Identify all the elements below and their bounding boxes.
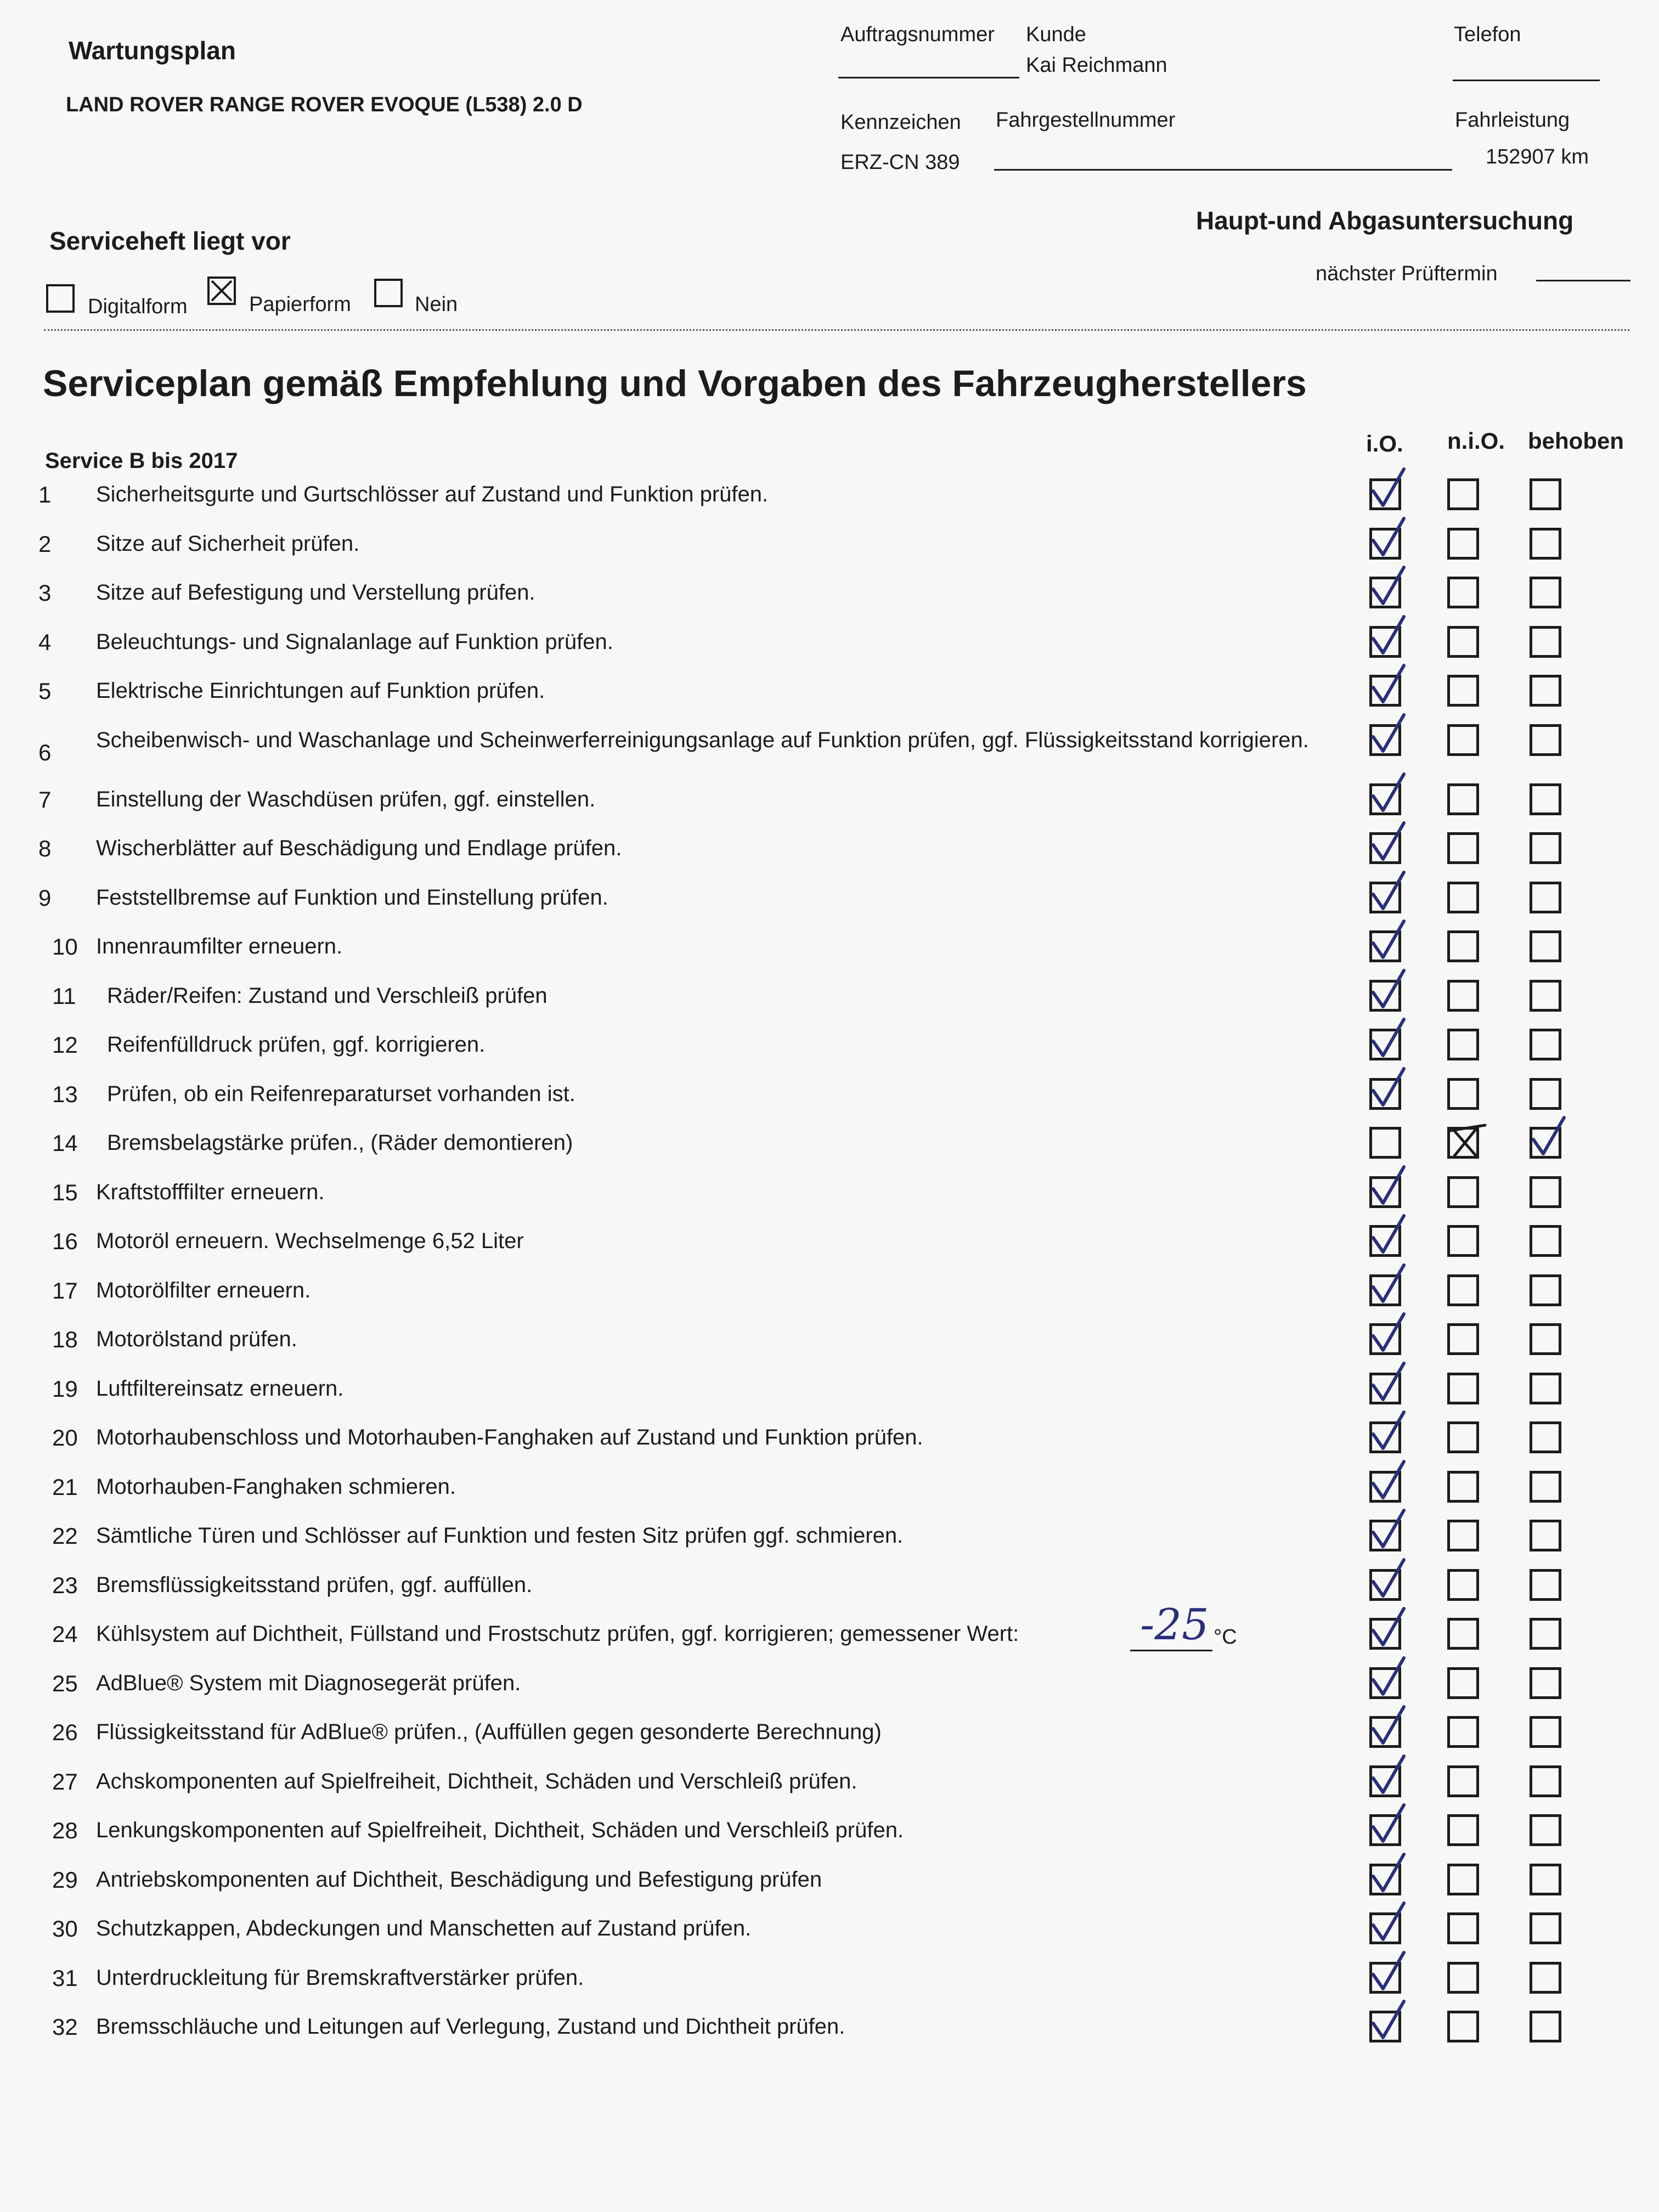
checklist-row bbox=[0, 1660, 1659, 1709]
phone-label: Telefon bbox=[1454, 23, 1521, 46]
fixed-checkbox[interactable] bbox=[1530, 528, 1561, 560]
inspection-title: Haupt-und Abgasuntersuchung bbox=[1196, 206, 1574, 235]
fixed-checkbox[interactable] bbox=[1530, 675, 1561, 707]
fixed-checkbox[interactable] bbox=[1530, 1127, 1561, 1159]
io-checkbox[interactable] bbox=[1369, 1716, 1401, 1748]
item-text: Antriebskomponenten auf Dichtheit, Beschädigung und Befestigung prüfen bbox=[96, 1867, 822, 1892]
item-text: Schutzkappen, Abdeckungen und Manschetten auf Zustand prüfen. bbox=[96, 1916, 752, 1940]
checklist-row bbox=[0, 1463, 1659, 1513]
none-checkbox[interactable] bbox=[374, 279, 403, 307]
check-mark-icon bbox=[1363, 710, 1413, 760]
check-mark-icon bbox=[1363, 1457, 1413, 1506]
checklist-row bbox=[0, 1217, 1659, 1267]
item-number: 9 bbox=[38, 884, 52, 911]
nio-checkbox[interactable] bbox=[1447, 1962, 1479, 1994]
io-checkbox[interactable] bbox=[1369, 1373, 1401, 1404]
document-title: Wartungsplan bbox=[69, 36, 236, 65]
check-mark-icon bbox=[1363, 514, 1413, 563]
nio-checkbox[interactable] bbox=[1447, 1716, 1479, 1748]
nio-checkbox[interactable] bbox=[1447, 1618, 1479, 1650]
fixed-checkbox[interactable] bbox=[1530, 1078, 1561, 1110]
item-number: 6 bbox=[38, 739, 52, 765]
item-text: Innenraumfilter erneuern. bbox=[96, 934, 343, 958]
item-number: 1 bbox=[38, 482, 52, 507]
fixed-checkbox[interactable] bbox=[1530, 1765, 1561, 1797]
io-checkbox[interactable] bbox=[1369, 1520, 1401, 1551]
io-checkbox[interactable] bbox=[1369, 1323, 1401, 1355]
check-mark-icon bbox=[1363, 1654, 1413, 1703]
io-checkbox[interactable] bbox=[1369, 1765, 1401, 1797]
fixed-checkbox[interactable] bbox=[1530, 1176, 1561, 1208]
check-mark-icon bbox=[1523, 1113, 1573, 1163]
next-inspection-label: nächster Prüftermin bbox=[1316, 262, 1498, 285]
item-text: Lenkungskomponenten auf Spielfreiheit, Dichtheit, Schäden und Verschleiß prüfen. bbox=[96, 1818, 904, 1842]
item-number: 26 bbox=[52, 1719, 78, 1745]
item-number: 30 bbox=[52, 1916, 78, 1942]
checklist-row bbox=[0, 618, 1659, 668]
nio-checkbox[interactable] bbox=[1447, 1078, 1479, 1110]
check-mark-icon bbox=[1363, 819, 1413, 868]
checklist-row bbox=[0, 1512, 1659, 1561]
check-mark-icon bbox=[1363, 1310, 1413, 1359]
item-number: 13 bbox=[52, 1081, 78, 1107]
check-mark-icon bbox=[1363, 1555, 1413, 1605]
item-text: Motorölstand prüfen. bbox=[96, 1327, 297, 1351]
check-mark-icon bbox=[1363, 1015, 1413, 1064]
item-text: Motoröl erneuern. Wechselmenge 6,52 Liter bbox=[96, 1229, 524, 1253]
item-text: Luftfiltereinsatz erneuern. bbox=[96, 1376, 344, 1401]
fixed-checkbox[interactable] bbox=[1530, 1373, 1561, 1404]
check-mark-icon bbox=[1363, 1801, 1413, 1850]
io-checkbox[interactable] bbox=[1369, 577, 1401, 608]
io-checkbox[interactable] bbox=[1369, 528, 1401, 560]
nio-checkbox[interactable] bbox=[1447, 724, 1479, 756]
checklist-row bbox=[0, 1414, 1659, 1463]
nio-checkbox[interactable] bbox=[1447, 2011, 1479, 2042]
nio-checkbox[interactable] bbox=[1447, 1520, 1479, 1551]
nio-checkbox[interactable] bbox=[1447, 1274, 1479, 1306]
item-number: 17 bbox=[52, 1277, 78, 1304]
fixed-checkbox[interactable] bbox=[1530, 478, 1561, 510]
io-checkbox[interactable] bbox=[1369, 930, 1401, 962]
checklist-row bbox=[0, 667, 1659, 716]
fixed-checkbox[interactable] bbox=[1530, 930, 1561, 962]
item-text: Reifenfülldruck prüfen, ggf. korrigieren. bbox=[107, 1032, 486, 1057]
checklist-row bbox=[0, 1169, 1659, 1218]
fixed-checkbox[interactable] bbox=[1530, 1471, 1561, 1503]
item-text: Bremsflüssigkeitsstand prüfen, ggf. auffüllen. bbox=[96, 1572, 533, 1597]
checklist-row bbox=[0, 1807, 1659, 1856]
col-nio-header: n.i.O. bbox=[1447, 428, 1505, 454]
nio-checkbox[interactable] bbox=[1447, 783, 1479, 815]
paper-label: Papierform bbox=[249, 293, 351, 316]
service-book-title: Serviceheft liegt vor bbox=[49, 227, 291, 255]
item-text: Prüfen, ob ein Reifenreparaturset vorhanden ist. bbox=[107, 1081, 575, 1106]
check-mark-icon bbox=[1363, 1752, 1413, 1801]
fixed-checkbox[interactable] bbox=[1530, 1618, 1561, 1650]
item-text: Kühlsystem auf Dichtheit, Füllstand und Frostschutz prüfen, ggf. korrigieren; gemessener Wert: bbox=[96, 1622, 1019, 1646]
item-number: 32 bbox=[52, 2014, 78, 2040]
item-number: 16 bbox=[52, 1228, 78, 1254]
item-number: 10 bbox=[52, 934, 78, 960]
plate-label: Kennzeichen bbox=[840, 111, 961, 134]
checklist-row bbox=[0, 2003, 1659, 2052]
io-checkbox[interactable] bbox=[1369, 1569, 1401, 1601]
item-number: 21 bbox=[52, 1474, 78, 1500]
check-mark-icon bbox=[1363, 1163, 1413, 1212]
checklist-row bbox=[0, 1856, 1659, 1905]
item-text: Elektrische Einrichtungen auf Funktion prüfen. bbox=[96, 679, 545, 703]
checklist-row bbox=[0, 776, 1659, 825]
item-text: Einstellung der Waschdüsen prüfen, ggf. einstellen. bbox=[96, 787, 596, 811]
item-text: Bremsbelagstärke prüfen., (Räder demontieren) bbox=[107, 1131, 573, 1155]
item-text: Motorhauben-Fanghaken schmieren. bbox=[96, 1474, 456, 1499]
fixed-checkbox[interactable] bbox=[1530, 1569, 1561, 1601]
nio-checkbox[interactable] bbox=[1447, 478, 1479, 510]
nio-checkbox[interactable] bbox=[1447, 626, 1479, 658]
item-number: 28 bbox=[52, 1818, 78, 1843]
fixed-checkbox[interactable] bbox=[1530, 832, 1561, 864]
nio-checkbox[interactable] bbox=[1447, 1569, 1479, 1601]
checklist-row bbox=[0, 1119, 1659, 1169]
check-mark-icon bbox=[1363, 1261, 1413, 1310]
checklist-row bbox=[0, 1365, 1659, 1414]
nio-checkbox[interactable] bbox=[1447, 675, 1479, 707]
io-checkbox[interactable] bbox=[1369, 882, 1401, 913]
order-number-label: Auftragsnummer bbox=[840, 23, 995, 46]
io-checkbox[interactable] bbox=[1369, 2011, 1401, 2042]
item-number: 20 bbox=[52, 1425, 78, 1451]
io-checkbox[interactable] bbox=[1369, 1912, 1401, 1944]
nio-checkbox[interactable] bbox=[1447, 832, 1479, 864]
nio-checkbox[interactable] bbox=[1447, 577, 1479, 608]
check-mark-icon bbox=[1363, 661, 1413, 710]
checklist-row bbox=[0, 972, 1659, 1022]
io-checkbox[interactable] bbox=[1369, 1421, 1401, 1453]
coolant-value: -25 bbox=[1140, 1600, 1209, 1650]
check-mark-icon bbox=[1363, 868, 1413, 917]
item-text: Wischerblätter auf Beschädigung und Endlage prüfen. bbox=[96, 836, 622, 860]
cross-mark-icon bbox=[1441, 1113, 1491, 1163]
customer-label: Kunde bbox=[1026, 23, 1086, 46]
nio-checkbox[interactable] bbox=[1447, 1864, 1479, 1895]
item-number: 31 bbox=[52, 1965, 78, 1991]
phone-field[interactable] bbox=[1453, 80, 1600, 81]
fixed-checkbox[interactable] bbox=[1530, 1962, 1561, 1994]
check-mark-icon bbox=[1363, 917, 1413, 966]
item-number: 19 bbox=[52, 1375, 78, 1402]
io-checkbox[interactable] bbox=[1369, 1029, 1401, 1060]
nio-checkbox[interactable] bbox=[1447, 1225, 1479, 1257]
io-checkbox[interactable] bbox=[1369, 1225, 1401, 1257]
plan-title: Serviceplan gemäß Empfehlung und Vorgaben des Fahrzeugherstellers bbox=[43, 363, 1307, 404]
io-checkbox[interactable] bbox=[1369, 1078, 1401, 1110]
item-number: 7 bbox=[38, 786, 52, 812]
fixed-checkbox[interactable] bbox=[1530, 1421, 1561, 1453]
item-number: 25 bbox=[52, 1670, 78, 1696]
item-number: 4 bbox=[38, 629, 52, 655]
fixed-checkbox[interactable] bbox=[1530, 2011, 1561, 2042]
nio-checkbox[interactable] bbox=[1447, 1127, 1479, 1159]
io-checkbox[interactable] bbox=[1369, 1471, 1401, 1503]
mileage-value: 152907 km bbox=[1486, 145, 1589, 168]
check-mark-icon bbox=[1363, 1211, 1413, 1261]
check-mark-icon bbox=[1363, 1506, 1413, 1555]
item-text: Beleuchtungs- und Signalanlage auf Funktion prüfen. bbox=[96, 629, 613, 654]
io-checkbox[interactable] bbox=[1369, 478, 1401, 510]
item-text: Räder/Reifen: Zustand und Verschleiß prüfen bbox=[107, 983, 548, 1008]
vehicle-model: LAND ROVER RANGE ROVER EVOQUE (L538) 2.0 D bbox=[66, 93, 583, 116]
fixed-checkbox[interactable] bbox=[1530, 1716, 1561, 1748]
io-checkbox[interactable] bbox=[1369, 1962, 1401, 1994]
check-mark-icon bbox=[1363, 1702, 1413, 1752]
fixed-checkbox[interactable] bbox=[1530, 1323, 1561, 1355]
section-title: Service B bis 2017 bbox=[45, 449, 238, 473]
checklist-row bbox=[0, 923, 1659, 972]
fixed-checkbox[interactable] bbox=[1530, 1667, 1561, 1699]
paper-checkbox[interactable] bbox=[207, 276, 236, 305]
col-io-header: i.O. bbox=[1366, 431, 1403, 456]
nio-checkbox[interactable] bbox=[1447, 528, 1479, 560]
item-number: 8 bbox=[38, 836, 52, 861]
item-text: Kraftstofffilter erneuern. bbox=[96, 1180, 325, 1204]
vin-field[interactable] bbox=[994, 169, 1452, 171]
item-number: 11 bbox=[52, 983, 76, 1009]
item-text: Unterdruckleitung für Bremskraftverstärker prüfen. bbox=[96, 1965, 584, 1990]
fixed-checkbox[interactable] bbox=[1530, 1864, 1561, 1895]
item-number: 23 bbox=[52, 1572, 78, 1598]
item-text: Bremsschläuche und Leitungen auf Verlegung, Zustand und Dichtheit prüfen. bbox=[96, 2015, 845, 2039]
item-number: 22 bbox=[52, 1523, 78, 1549]
nio-checkbox[interactable] bbox=[1447, 1176, 1479, 1208]
fixed-checkbox[interactable] bbox=[1530, 724, 1561, 756]
item-number: 15 bbox=[52, 1179, 78, 1205]
checklist-row bbox=[0, 520, 1659, 569]
checklist-row bbox=[0, 1905, 1659, 1954]
item-text: Motorölfilter erneuern. bbox=[96, 1278, 311, 1302]
nio-checkbox[interactable] bbox=[1447, 1471, 1479, 1503]
customer-name: Kai Reichmann bbox=[1026, 54, 1167, 77]
item-number: 2 bbox=[38, 531, 52, 557]
fixed-checkbox[interactable] bbox=[1530, 577, 1561, 608]
next-inspection-field[interactable] bbox=[1536, 280, 1630, 281]
checklist-row bbox=[0, 569, 1659, 618]
vin-label: Fahrgestellnummer bbox=[996, 109, 1176, 132]
io-checkbox[interactable] bbox=[1369, 1176, 1401, 1208]
io-checkbox[interactable] bbox=[1369, 1864, 1401, 1895]
item-number: 29 bbox=[52, 1866, 78, 1893]
checklist-row bbox=[0, 1708, 1659, 1758]
item-text: Motorhaubenschloss und Motorhauben-Fanghaken auf Zustand und Funktion prüfen. bbox=[96, 1425, 923, 1449]
checklist-row bbox=[0, 1600, 1659, 1660]
fixed-checkbox[interactable] bbox=[1530, 980, 1561, 1012]
nio-checkbox[interactable] bbox=[1447, 1373, 1479, 1404]
item-text: Flüssigkeitsstand für AdBlue® prüfen., (Auffüllen gegen gesonderte Berechnung) bbox=[96, 1720, 882, 1744]
io-checkbox[interactable] bbox=[1369, 783, 1401, 815]
check-mark-icon bbox=[1363, 1997, 1413, 2046]
none-label: Nein bbox=[415, 293, 458, 316]
item-number: 18 bbox=[52, 1327, 78, 1352]
check-mark-icon bbox=[1363, 1604, 1413, 1654]
nio-checkbox[interactable] bbox=[1447, 980, 1479, 1012]
item-text: Sitze auf Sicherheit prüfen. bbox=[96, 531, 360, 556]
checklist-row bbox=[0, 1561, 1659, 1611]
item-number: 3 bbox=[38, 580, 52, 606]
check-mark-icon bbox=[1363, 1359, 1413, 1408]
fixed-checkbox[interactable] bbox=[1530, 1225, 1561, 1257]
item-number: 12 bbox=[52, 1032, 78, 1058]
check-mark-icon bbox=[1363, 1899, 1413, 1948]
check-mark-icon bbox=[1363, 612, 1413, 662]
io-checkbox[interactable] bbox=[1369, 1618, 1401, 1650]
coolant-value-field[interactable] bbox=[1130, 1650, 1212, 1651]
checklist-row bbox=[0, 1316, 1659, 1365]
check-mark-icon bbox=[1363, 1948, 1413, 1997]
mileage-label: Fahrleistung bbox=[1455, 109, 1570, 132]
nio-checkbox[interactable] bbox=[1447, 1029, 1479, 1060]
col-fixed-header: behoben bbox=[1528, 428, 1624, 454]
item-number: 14 bbox=[52, 1130, 78, 1156]
fixed-checkbox[interactable] bbox=[1530, 1274, 1561, 1306]
io-checkbox[interactable] bbox=[1369, 626, 1401, 658]
nio-checkbox[interactable] bbox=[1447, 1667, 1479, 1699]
order-number-field[interactable] bbox=[838, 77, 1019, 78]
fixed-checkbox[interactable] bbox=[1530, 1814, 1561, 1846]
nio-checkbox[interactable] bbox=[1447, 1765, 1479, 1797]
separator bbox=[44, 329, 1629, 331]
checklist-row bbox=[0, 716, 1659, 766]
checklist-row bbox=[0, 1070, 1659, 1120]
check-mark-icon bbox=[1363, 1064, 1413, 1114]
plate-value: ERZ-CN 389 bbox=[840, 151, 960, 174]
fixed-checkbox[interactable] bbox=[1530, 882, 1561, 913]
checklist-row bbox=[0, 825, 1659, 874]
checklist-row bbox=[0, 1021, 1659, 1070]
io-checkbox[interactable] bbox=[1369, 832, 1401, 864]
digital-label: Digitalform bbox=[88, 295, 188, 318]
check-mark-icon bbox=[1363, 770, 1413, 819]
checklist-row bbox=[0, 874, 1659, 923]
fixed-checkbox[interactable] bbox=[1530, 1520, 1561, 1551]
fixed-checkbox[interactable] bbox=[1530, 783, 1561, 815]
check-mark-icon bbox=[1363, 563, 1413, 612]
item-number: 5 bbox=[38, 678, 52, 704]
check-mark-icon bbox=[1363, 1408, 1413, 1457]
io-checkbox[interactable] bbox=[1369, 1127, 1401, 1159]
digital-checkbox[interactable] bbox=[46, 284, 75, 313]
nio-checkbox[interactable] bbox=[1447, 930, 1479, 962]
nio-checkbox[interactable] bbox=[1447, 882, 1479, 913]
nio-checkbox[interactable] bbox=[1447, 1814, 1479, 1846]
item-text: Scheibenwisch- und Waschanlage und Scheinwerferreinigungsanlage auf Funktion prüfen, ggf. Flüssigkeitsstand korrigieren. bbox=[96, 727, 1309, 752]
check-mark-icon bbox=[1363, 966, 1413, 1015]
checklist-row bbox=[0, 1954, 1659, 2004]
nio-checkbox[interactable] bbox=[1447, 1323, 1479, 1355]
coolant-unit: °C bbox=[1214, 1626, 1237, 1649]
fixed-checkbox[interactable] bbox=[1530, 1912, 1561, 1944]
item-text: Sitze auf Befestigung und Verstellung prüfen. bbox=[96, 580, 535, 605]
io-checkbox[interactable] bbox=[1369, 1274, 1401, 1306]
io-checkbox[interactable] bbox=[1369, 724, 1401, 756]
checklist-row bbox=[0, 1758, 1659, 1807]
nio-checkbox[interactable] bbox=[1447, 1912, 1479, 1944]
io-checkbox[interactable] bbox=[1369, 980, 1401, 1012]
checklist-row bbox=[0, 1267, 1659, 1316]
cross-mark-icon bbox=[207, 276, 236, 305]
check-mark-icon bbox=[1363, 1850, 1413, 1899]
io-checkbox[interactable] bbox=[1369, 675, 1401, 707]
item-text: Sämtliche Türen und Schlösser auf Funktion und festen Sitz prüfen ggf. schmieren. bbox=[96, 1523, 904, 1548]
item-number: 27 bbox=[52, 1768, 78, 1795]
check-mark-icon bbox=[1363, 465, 1413, 514]
item-text: Achskomponenten auf Spielfreiheit, Dichtheit, Schäden und Verschleiß prüfen. bbox=[96, 1769, 857, 1793]
item-text: Feststellbremse auf Funktion und Einstellung prüfen. bbox=[96, 885, 608, 910]
fixed-checkbox[interactable] bbox=[1530, 1029, 1561, 1060]
io-checkbox[interactable] bbox=[1369, 1814, 1401, 1846]
item-text: Sicherheitsgurte und Gurtschlösser auf Zustand und Funktion prüfen. bbox=[96, 482, 769, 506]
item-text: AdBlue® System mit Diagnosegerät prüfen. bbox=[96, 1671, 521, 1695]
item-number: 24 bbox=[52, 1621, 78, 1647]
fixed-checkbox[interactable] bbox=[1530, 626, 1561, 658]
nio-checkbox[interactable] bbox=[1447, 1421, 1479, 1453]
checklist-row bbox=[0, 471, 1659, 520]
io-checkbox[interactable] bbox=[1369, 1667, 1401, 1699]
